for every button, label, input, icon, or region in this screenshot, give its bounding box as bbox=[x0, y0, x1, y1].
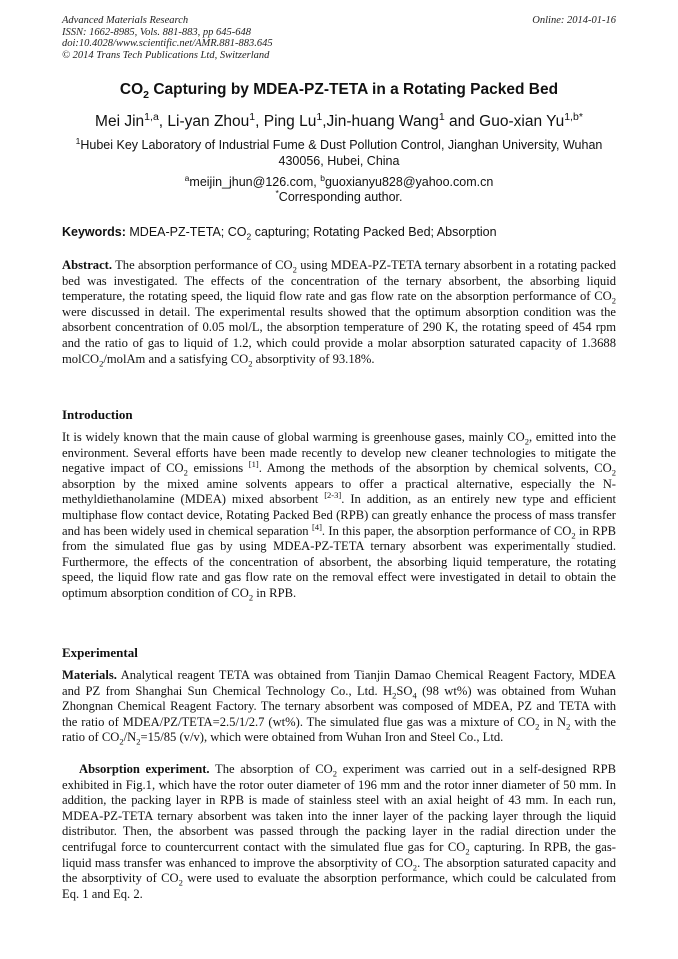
absorption-text: capturing. In RPB, the gas-liquid mass transfer was enhanced to improve the absorptivity of CO bbox=[62, 839, 616, 870]
subscript: 2 bbox=[246, 231, 252, 242]
author-name: Jin-huang Wang bbox=[326, 113, 439, 130]
author bbox=[479, 110, 583, 130]
abstract-text: The absorption performance of CO bbox=[112, 258, 293, 272]
email-sup: a bbox=[184, 172, 190, 183]
materials-text: Analytical reagent TETA was obtained from Tianjin Damao Chemical Reagent Factory, MDEA and PZ from Shanghai Sun Chemical Technology Co., Ltd. H bbox=[62, 668, 616, 698]
author bbox=[263, 110, 327, 130]
author-sep: and bbox=[444, 113, 480, 130]
materials-text: SO bbox=[396, 683, 413, 698]
materials-text: in N bbox=[539, 714, 567, 729]
materials-paragraph bbox=[62, 668, 616, 746]
experimental-heading: Experimental bbox=[62, 645, 138, 660]
subscript: 2 bbox=[99, 358, 104, 369]
subscript: 2 bbox=[178, 877, 183, 888]
author-emails bbox=[0, 172, 678, 205]
materials-label: Materials. bbox=[62, 668, 117, 682]
affiliation-sup: 1 bbox=[75, 135, 81, 146]
author-sep: , bbox=[322, 113, 327, 130]
absorption-text: The absorption of CO bbox=[209, 762, 333, 776]
subscript: 2 bbox=[465, 846, 470, 857]
corresponding-sup: * bbox=[275, 187, 279, 198]
online-date: Online: 2014-01-16 bbox=[532, 15, 616, 26]
abstract-text: were discussed in detail. The experimental results showed that the optimum absorption condition was the absorbent concentration of 0.05 mol/L, the absorption temperature of 290 K, the rotating speed of 454 rpm and the ratio of gas to liquid of 1.2, which could provide a molar absorption saturated capacity of 1.3688 molCO bbox=[62, 304, 616, 366]
subscript: 2 bbox=[183, 467, 188, 478]
intro-text: . Among the methods of the absorption by chemical solvents, CO bbox=[258, 461, 612, 476]
absorption-label: Absorption experiment. bbox=[79, 762, 210, 776]
keywords bbox=[62, 225, 616, 242]
intro-text: emissions bbox=[187, 461, 249, 476]
keywords-label: Keywords: bbox=[62, 225, 126, 239]
introduction-text bbox=[62, 430, 616, 602]
issn: ISSN: 1662-8985, Vols. 881-883, pp 645-648 bbox=[62, 26, 251, 38]
paper-title bbox=[0, 81, 678, 102]
author-list bbox=[0, 110, 678, 131]
subscript: 2 bbox=[248, 592, 254, 603]
subscript: 2 bbox=[524, 436, 530, 447]
intro-text: . In addition, as an entirely new type and efficient multiphase flow contact device, Rotating Packed Bed (RPB) can greatly enhance the process of mass transfer and has been widely used in chemical separation bbox=[62, 492, 616, 538]
subscript: 2 bbox=[571, 530, 576, 541]
journal-header bbox=[62, 15, 273, 61]
materials-text: /N bbox=[123, 730, 137, 745]
intro-text: in RPB from the simulated flue gas by using MDEA-PZ-TETA ternary absorbent was experimentally studied. Furthermore, the effects of the concentration of absorbent, the absorbing liquid temperature, the rotating speed, the liquid flow rate and gas flow rate on the removal effect were investigated in detail to obtain the optimum absorption condition of CO bbox=[62, 523, 616, 600]
subscript: 2 bbox=[332, 768, 338, 779]
citation[interactable]: [4] bbox=[311, 521, 322, 532]
email-sup: b bbox=[320, 172, 325, 183]
absorption-paragraph bbox=[62, 762, 616, 902]
abstract-label: Abstract. bbox=[62, 258, 113, 272]
subscript: 2 bbox=[392, 690, 397, 701]
keywords-text: MDEA-PZ-TETA; CO bbox=[125, 225, 247, 239]
introduction-heading: Introduction bbox=[62, 407, 133, 422]
affiliation-text: Hubei Key Laboratory of Industrial Fume & Dust Pollution Control, Jianghan University, Wuhan 430056, Hubei, China bbox=[80, 138, 603, 168]
subscript: 2 bbox=[292, 264, 297, 275]
author-sep: , bbox=[158, 113, 168, 130]
email-sep: , bbox=[313, 175, 321, 189]
author-name: Mei Jin bbox=[95, 113, 145, 130]
author bbox=[167, 110, 264, 130]
journal-name: Advanced Materials Research bbox=[62, 15, 189, 26]
citation[interactable]: [2-3] bbox=[324, 490, 342, 501]
corresponding-text: Corresponding author. bbox=[278, 190, 403, 204]
intro-text: in RPB. bbox=[253, 585, 297, 600]
absorption-text: . The absorption saturated capacity and the absorptivity of CO bbox=[62, 855, 616, 886]
corresponding-note bbox=[0, 187, 678, 205]
materials-text: (98 wt%) was obtained from Wuhan Zhongnan Chemical Reagent Factory. The ternary absorbent was composed of MDEA, PZ and TETA with the ratio of MDEA/PZ/TETA=2.5/1/2.7 (wt%). The simulated flue gas was a mixture of CO bbox=[62, 683, 616, 729]
title-text: Capturing by MDEA-PZ-TETA in a Rotating Packed Bed bbox=[149, 81, 559, 98]
subscript: 2 bbox=[611, 295, 616, 306]
doi: doi:10.4028/www.scientific.net/AMR.881-883.645 bbox=[62, 38, 273, 50]
affiliation bbox=[70, 137, 608, 169]
title-subscript: 2 bbox=[143, 89, 150, 102]
email-address[interactable]: guoxianyu828@yahoo.com.cn bbox=[324, 175, 494, 189]
author-name: Guo-xian Yu bbox=[479, 113, 565, 130]
abstract-text: /molAm and a satisfying CO bbox=[103, 351, 249, 366]
intro-text: It is widely known that the main cause of global warming is greenhouse gases, mainly CO bbox=[62, 430, 525, 444]
citation[interactable]: [1] bbox=[248, 459, 259, 469]
author bbox=[95, 110, 168, 130]
abstract-text: using MDEA-PZ-TETA ternary absorbent in a rotating packed bed was investigated. The effects of the concentration of the ternary absorbent, the absorbing liquid temperature, the rotating speed, the liquid flow rate and gas flow rate on the absorption performance of CO bbox=[62, 258, 617, 304]
intro-text: , emitted into the environment. Several efforts have been made recently to develop new cleaner technologies to mitigate the negative impact of CO bbox=[62, 430, 617, 476]
copyright: © 2014 Trans Tech Publications Ltd, Switzerland bbox=[62, 49, 270, 61]
keywords-text: capturing; Rotating Packed Bed; Absorption bbox=[251, 225, 497, 239]
author-name: Li-yan Zhou bbox=[167, 113, 250, 130]
abstract-text: absorptivity of 93.18%. bbox=[252, 351, 375, 366]
absorption-text: were used to evaluate the absorption performance, which could be calculated from Eq. 1 and Eq. 2. bbox=[62, 871, 617, 901]
subscript: 2 bbox=[136, 736, 141, 747]
materials-text: =15/85 (v/v), which were obtained from Wuhan Iron and Steel Co., Ltd. bbox=[140, 730, 504, 745]
author-sup: 1 bbox=[316, 110, 323, 123]
absorption-text: experiment was carried out in a self-designed RPB exhibited in Fig.1, which have the rotor outer diameter of 196 mm and the rotor inner diameter of 50 mm. In addition, the packing layer in RPB is made of stainless steel with an axial height of 43 mm. In each run, MDEA-PZ-TETA ternary absorbent was taken into the inner layer of the packing layer through the liquid distributor. Then, the absorbent was passed through the packing layer in the radial direction under the centrifugal force to countercurrent contact with the simulated flue gas for CO bbox=[62, 762, 616, 854]
author-sep: , bbox=[255, 113, 264, 130]
subscript: 4 bbox=[412, 690, 417, 701]
materials-text: with the ratio of CO bbox=[62, 714, 617, 745]
subscript: 2 bbox=[248, 358, 253, 369]
subscript: 2 bbox=[566, 721, 571, 732]
intro-text: absorption by the mixed amine solvents appears to offer a practical alternative, especially the N-methyldiethanolamine (MDEA) mixed absorbent bbox=[62, 476, 616, 507]
email-line bbox=[0, 172, 678, 190]
author-name: Ping Lu bbox=[263, 113, 317, 130]
title-text: CO bbox=[119, 81, 144, 98]
email-address[interactable]: meijin_jhun@126.com bbox=[189, 175, 314, 189]
author-sup: 1,b* bbox=[564, 110, 583, 123]
author-sup: 1,a bbox=[144, 110, 159, 123]
author-sup: 1 bbox=[249, 110, 256, 123]
abstract bbox=[62, 258, 616, 367]
author-sup: 1 bbox=[438, 110, 445, 123]
subscript: 2 bbox=[535, 721, 540, 732]
intro-text: . In this paper, the absorption performance of CO bbox=[321, 523, 572, 538]
subscript: 2 bbox=[412, 862, 418, 873]
author bbox=[326, 110, 480, 130]
subscript: 2 bbox=[119, 736, 124, 747]
subscript: 2 bbox=[611, 467, 616, 478]
